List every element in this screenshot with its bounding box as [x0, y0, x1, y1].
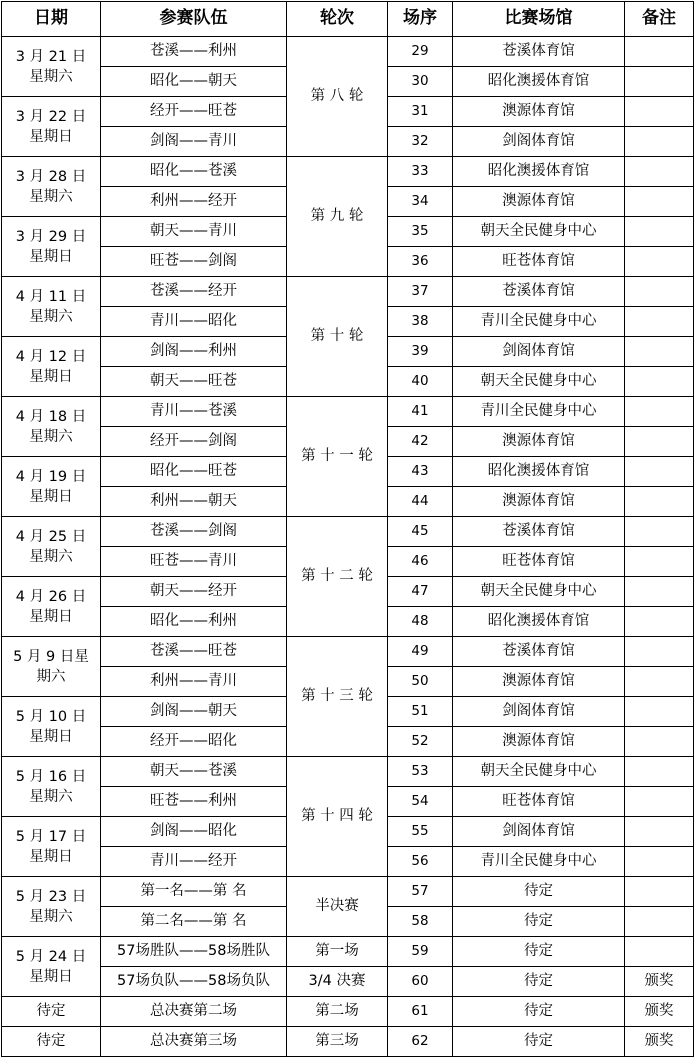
date-text: 3 月 21 日	[15, 48, 87, 65]
weekday-text: 星期日	[29, 488, 73, 505]
header-note: 备注	[625, 2, 694, 37]
teams-cell: 苍溪——经开	[101, 277, 287, 307]
note-cell	[625, 817, 694, 847]
note-cell	[625, 907, 694, 937]
venue-cell: 青川全民健身中心	[453, 307, 625, 337]
note-cell	[625, 877, 694, 907]
weekday-text: 星期六	[29, 788, 73, 805]
round-cell: 3/4 决赛	[287, 967, 388, 997]
note-cell	[625, 157, 694, 187]
date-text: 3 月 29 日	[15, 228, 87, 245]
note-cell: 颁奖	[625, 967, 694, 997]
date-text: 5 月 16 日	[15, 768, 87, 785]
date-cell	[2, 157, 101, 217]
date-cell	[2, 697, 101, 757]
round-cell: 第 十 二 轮	[287, 517, 388, 637]
match-no-cell: 34	[388, 187, 453, 217]
date-cell	[2, 37, 101, 97]
note-cell	[625, 607, 694, 637]
weekday-text: 星期日	[29, 968, 73, 985]
venue-cell: 苍溪体育馆	[453, 277, 625, 307]
teams-cell: 青川——经开	[101, 847, 287, 877]
match-no-cell: 53	[388, 757, 453, 787]
teams-cell: 第二名——第 名	[101, 907, 287, 937]
match-no-cell: 35	[388, 217, 453, 247]
venue-cell: 朝天全民健身中心	[453, 367, 625, 397]
note-cell	[625, 577, 694, 607]
match-no-cell: 62	[388, 1027, 453, 1057]
round-cell: 第 十 一 轮	[287, 397, 388, 517]
teams-cell: 朝天——旺苍	[101, 367, 287, 397]
weekday-text: 星期六	[29, 188, 73, 205]
venue-cell: 剑阁体育馆	[453, 337, 625, 367]
teams-cell: 旺苍——剑阁	[101, 247, 287, 277]
note-cell: 颁奖	[625, 1027, 694, 1057]
note-cell	[625, 217, 694, 247]
teams-cell: 昭化——旺苍	[101, 457, 287, 487]
note-cell	[625, 427, 694, 457]
match-no-cell: 31	[388, 97, 453, 127]
teams-cell: 剑阁——昭化	[101, 817, 287, 847]
match-no-cell: 41	[388, 397, 453, 427]
date-text: 5 月 10 日	[15, 708, 87, 725]
date-cell	[2, 97, 101, 157]
header-teams: 参赛队伍	[101, 2, 287, 37]
venue-cell: 昭化澳援体育馆	[453, 157, 625, 187]
teams-cell: 利州——经开	[101, 187, 287, 217]
venue-cell: 剑阁体育馆	[453, 697, 625, 727]
header-row	[2, 2, 694, 37]
venue-cell: 朝天全民健身中心	[453, 217, 625, 247]
match-no-cell: 56	[388, 847, 453, 877]
teams-cell: 经开——昭化	[101, 727, 287, 757]
venue-cell: 澳源体育馆	[453, 487, 625, 517]
match-no-cell: 36	[388, 247, 453, 277]
venue-cell: 旺苍体育馆	[453, 787, 625, 817]
round-cell: 第三场	[287, 1027, 388, 1057]
table-row	[2, 37, 694, 67]
teams-cell: 旺苍——利州	[101, 787, 287, 817]
table-row	[2, 1027, 694, 1057]
header-venue: 比赛场馆	[453, 2, 625, 37]
venue-cell: 澳源体育馆	[453, 97, 625, 127]
date-cell	[2, 637, 101, 697]
note-cell	[625, 847, 694, 877]
note-cell	[625, 127, 694, 157]
match-no-cell: 48	[388, 607, 453, 637]
match-no-cell: 43	[388, 457, 453, 487]
match-no-cell: 46	[388, 547, 453, 577]
date-text: 4 月 18 日	[15, 408, 87, 425]
match-no-cell: 51	[388, 697, 453, 727]
teams-cell: 第一名——第 名	[101, 877, 287, 907]
note-cell	[625, 67, 694, 97]
round-cell: 半决赛	[287, 877, 388, 937]
venue-cell: 待定	[453, 997, 625, 1027]
teams-cell: 苍溪——剑阁	[101, 517, 287, 547]
date-cell: 待定	[2, 997, 101, 1027]
note-cell	[625, 787, 694, 817]
venue-cell: 昭化澳援体育馆	[453, 457, 625, 487]
venue-cell: 青川全民健身中心	[453, 847, 625, 877]
note-cell	[625, 937, 694, 967]
weekday-text: 星期日	[29, 608, 73, 625]
date-text: 4 月 25 日	[15, 528, 87, 545]
weekday-text: 星期日	[29, 848, 73, 865]
match-no-cell: 42	[388, 427, 453, 457]
match-no-cell: 32	[388, 127, 453, 157]
note-cell	[625, 667, 694, 697]
date-cell	[2, 277, 101, 337]
venue-cell: 澳源体育馆	[453, 187, 625, 217]
table-row	[2, 967, 694, 997]
note-cell	[625, 397, 694, 427]
date-cell	[2, 937, 101, 997]
note-cell	[625, 637, 694, 667]
date-text: 3 月 28 日	[15, 168, 87, 185]
note-cell	[625, 457, 694, 487]
note-cell	[625, 37, 694, 67]
header-date: 日期	[2, 2, 101, 37]
weekday-text: 星期日	[29, 248, 73, 265]
table-row	[2, 637, 694, 667]
date-cell	[2, 457, 101, 517]
weekday-text: 星期六	[29, 308, 73, 325]
note-cell	[625, 187, 694, 217]
date-cell	[2, 217, 101, 277]
round-cell: 第 十 三 轮	[287, 637, 388, 757]
teams-cell: 57场胜队——58场胜队	[101, 937, 287, 967]
teams-cell: 总决赛第二场	[101, 997, 287, 1027]
note-cell	[625, 97, 694, 127]
header-round: 轮次	[287, 2, 388, 37]
venue-cell: 剑阁体育馆	[453, 817, 625, 847]
date-text: 5 月 23 日	[15, 888, 87, 905]
weekday-text: 星期六	[29, 548, 73, 565]
weekday-text: 期六	[36, 668, 66, 685]
teams-cell: 经开——旺苍	[101, 97, 287, 127]
match-no-cell: 61	[388, 997, 453, 1027]
teams-cell: 苍溪——利州	[101, 37, 287, 67]
match-no-cell: 40	[388, 367, 453, 397]
date-text: 4 月 11 日	[15, 288, 87, 305]
date-cell	[2, 517, 101, 577]
match-no-cell: 57	[388, 877, 453, 907]
venue-cell: 剑阁体育馆	[453, 127, 625, 157]
weekday-text: 星期日	[29, 128, 73, 145]
round-cell: 第 九 轮	[287, 157, 388, 277]
note-cell	[625, 727, 694, 757]
venue-cell: 苍溪体育馆	[453, 637, 625, 667]
weekday-text: 星期日	[29, 728, 73, 745]
teams-cell: 青川——苍溪	[101, 397, 287, 427]
teams-cell: 57场负队——58场负队	[101, 967, 287, 997]
teams-cell: 利州——青川	[101, 667, 287, 697]
teams-cell: 剑阁——朝天	[101, 697, 287, 727]
match-no-cell: 37	[388, 277, 453, 307]
teams-cell: 青川——昭化	[101, 307, 287, 337]
venue-cell: 昭化澳援体育馆	[453, 67, 625, 97]
date-text: 4 月 19 日	[15, 468, 87, 485]
round-cell: 第一场	[287, 937, 388, 967]
match-no-cell: 33	[388, 157, 453, 187]
date-cell	[2, 757, 101, 817]
note-cell	[625, 547, 694, 577]
date-text: 5 月 24 日	[15, 948, 87, 965]
table-row	[2, 937, 694, 967]
venue-cell: 朝天全民健身中心	[453, 757, 625, 787]
match-no-cell: 47	[388, 577, 453, 607]
table-row	[2, 877, 694, 907]
venue-cell: 待定	[453, 937, 625, 967]
date-text: 5 月 9 日星	[13, 648, 89, 665]
teams-cell: 朝天——经开	[101, 577, 287, 607]
venue-cell: 待定	[453, 967, 625, 997]
note-cell	[625, 517, 694, 547]
venue-cell: 苍溪体育馆	[453, 517, 625, 547]
date-text: 3 月 22 日	[15, 108, 87, 125]
table-row	[2, 517, 694, 547]
match-no-cell: 55	[388, 817, 453, 847]
teams-cell: 剑阁——青川	[101, 127, 287, 157]
match-no-cell: 52	[388, 727, 453, 757]
weekday-text: 星期六	[29, 68, 73, 85]
date-cell	[2, 877, 101, 937]
date-text: 5 月 17 日	[15, 828, 87, 845]
round-cell: 第 十 四 轮	[287, 757, 388, 877]
weekday-text: 星期日	[29, 368, 73, 385]
table-row	[2, 997, 694, 1027]
venue-cell: 旺苍体育馆	[453, 247, 625, 277]
teams-cell: 总决赛第三场	[101, 1027, 287, 1057]
note-cell	[625, 487, 694, 517]
match-no-cell: 50	[388, 667, 453, 697]
note-cell	[625, 277, 694, 307]
match-no-cell: 44	[388, 487, 453, 517]
note-cell	[625, 367, 694, 397]
match-no-cell: 54	[388, 787, 453, 817]
note-cell	[625, 757, 694, 787]
schedule-body	[2, 37, 694, 1057]
venue-cell: 苍溪体育馆	[453, 37, 625, 67]
venue-cell: 待定	[453, 907, 625, 937]
round-cell: 第 十 轮	[287, 277, 388, 397]
match-no-cell: 38	[388, 307, 453, 337]
teams-cell: 旺苍——青川	[101, 547, 287, 577]
match-no-cell: 39	[388, 337, 453, 367]
venue-cell: 澳源体育馆	[453, 427, 625, 457]
date-text: 4 月 12 日	[15, 348, 87, 365]
venue-cell: 青川全民健身中心	[453, 397, 625, 427]
teams-cell: 昭化——利州	[101, 607, 287, 637]
header-match-no: 场序	[388, 2, 453, 37]
match-no-cell: 58	[388, 907, 453, 937]
teams-cell: 朝天——苍溪	[101, 757, 287, 787]
round-cell: 第 八 轮	[287, 37, 388, 157]
match-no-cell: 45	[388, 517, 453, 547]
note-cell	[625, 697, 694, 727]
venue-cell: 待定	[453, 877, 625, 907]
venue-cell: 待定	[453, 1027, 625, 1057]
teams-cell: 昭化——苍溪	[101, 157, 287, 187]
date-cell	[2, 577, 101, 637]
venue-cell: 朝天全民健身中心	[453, 577, 625, 607]
date-cell	[2, 817, 101, 877]
weekday-text: 星期六	[29, 428, 73, 445]
table-row	[2, 157, 694, 187]
date-cell: 待定	[2, 1027, 101, 1057]
date-cell	[2, 337, 101, 397]
note-cell: 颁奖	[625, 997, 694, 1027]
match-no-cell: 30	[388, 67, 453, 97]
teams-cell: 苍溪——旺苍	[101, 637, 287, 667]
venue-cell: 澳源体育馆	[453, 667, 625, 697]
teams-cell: 经开——剑阁	[101, 427, 287, 457]
date-text: 4 月 26 日	[15, 588, 87, 605]
table-row	[2, 277, 694, 307]
teams-cell: 昭化——朝天	[101, 67, 287, 97]
note-cell	[625, 307, 694, 337]
date-cell	[2, 397, 101, 457]
match-no-cell: 29	[388, 37, 453, 67]
table-row	[2, 397, 694, 427]
teams-cell: 朝天——青川	[101, 217, 287, 247]
note-cell	[625, 247, 694, 277]
match-no-cell: 60	[388, 967, 453, 997]
note-cell	[625, 337, 694, 367]
match-no-cell: 59	[388, 937, 453, 967]
round-cell: 第二场	[287, 997, 388, 1027]
weekday-text: 星期六	[29, 908, 73, 925]
teams-cell: 利州——朝天	[101, 487, 287, 517]
venue-cell: 旺苍体育馆	[453, 547, 625, 577]
table-row	[2, 757, 694, 787]
schedule-table	[1, 1, 694, 1057]
venue-cell: 昭化澳援体育馆	[453, 607, 625, 637]
teams-cell: 剑阁——利州	[101, 337, 287, 367]
match-no-cell: 49	[388, 637, 453, 667]
venue-cell: 澳源体育馆	[453, 727, 625, 757]
